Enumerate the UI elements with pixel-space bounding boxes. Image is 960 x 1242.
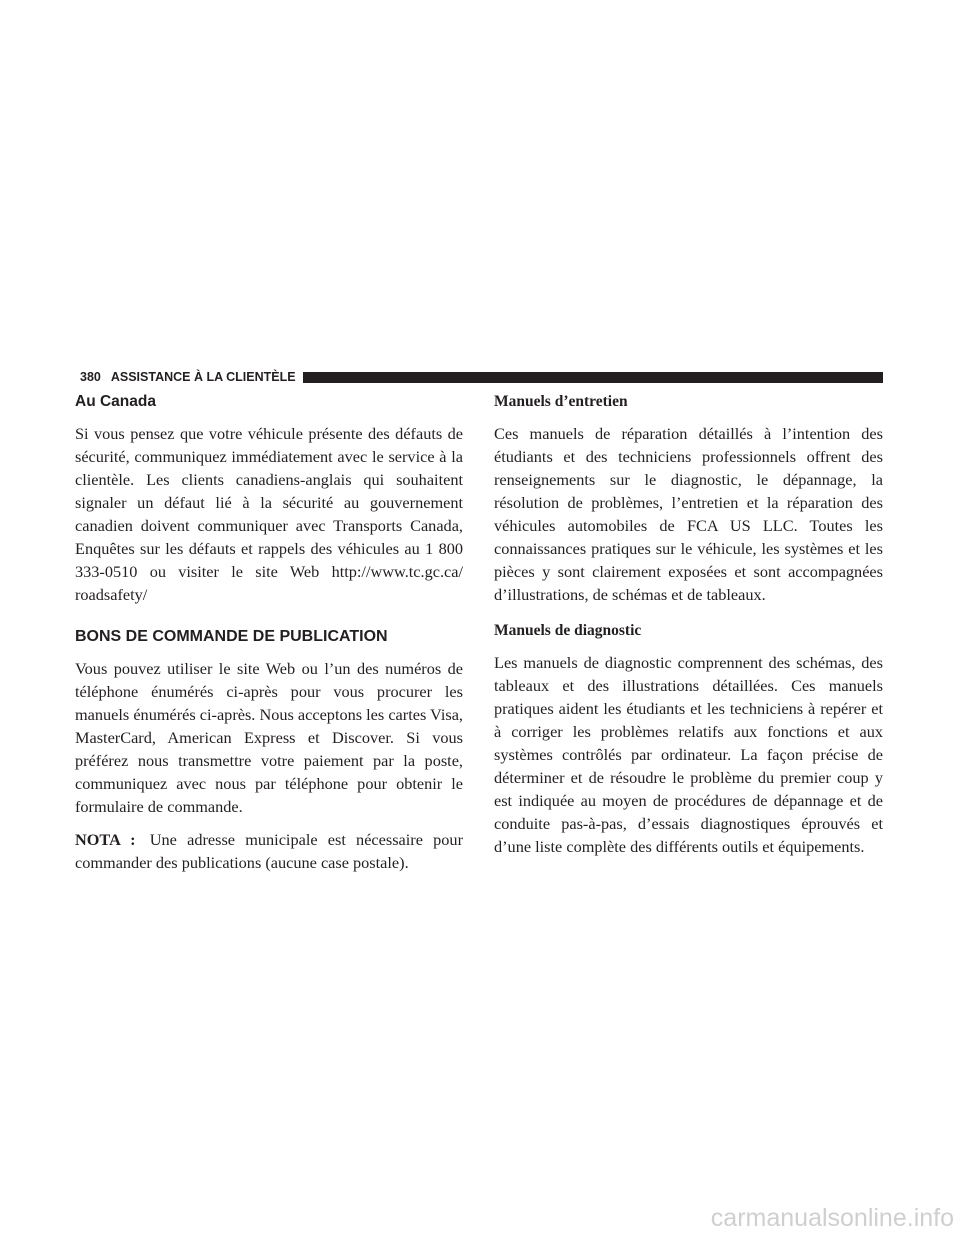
page-header [80, 369, 883, 385]
left-column [75, 391, 463, 884]
watermark-link[interactable]: carmanualsonline.info [710, 1204, 954, 1232]
manuels-entretien-paragraph: Ces manuels de réparation détaillés à l’intention des étudiants et des techniciens professionnels offrent des renseignements sur le diagnostic, le dépannage, la résolution de problèmes, l’entretien et la réparation des véhicules automobiles de FCA US LLC. Toutes les connaissances pratiques sur le véhicule, les systèmes et les pièces y sont clairement exposées et sont accompagnées d’illustrations, de schémas et de tableaux. [494, 424, 883, 604]
au-canada-paragraph: Si vous pensez que votre véhicule présente des défauts de sécurité, communiquez immédiatement avec le service à la clientèle. Les clients canadiens-anglais qui souhaitent signaler un défaut lié à la sécurité au gouvernement canadien doivent communiquer avec Transports Canada, Enquêtes sur les défauts et rappels des véhicules au 1 800 333-0510 ou visiter le site Web http://www.tc.gc.ca/ roadsafety/ [75, 424, 463, 604]
bons-de-commande-paragraph: Vous pouvez utiliser le site Web ou l’un des numéros de téléphone énumérés ci-après pour vous procurer les manuels énumérés ci-après. Nous acceptons les cartes Visa, MasterCard, American Express et Discover. Si vous préférez nous transmettre votre paiement par la poste, communiquez avec nous par téléphone pour obtenir le formulaire de commande. [75, 659, 463, 816]
manuels-entretien-heading: Manuels d’entretien [494, 393, 628, 410]
nota-text: Une adresse municipale est nécessaire pour commander des publications (aucune case postale). [75, 830, 463, 872]
nota-paragraph [75, 828, 463, 874]
manuels-diagnostic-paragraph: Les manuels de diagnostic comprennent des schémas, des tableaux et des illustrations détaillées. Ces manuels pratiques aident les étudiants et les techniciens à repérer et à corriger les problèmes relatifs aux fonctions et aux systèmes contrôlés par ordinateur. La façon précise de déterminer et de résoudre le problème du premier coup y est indiquée au moyen de procédures de dépannage et de conduite pas-à-pas, d’essais diagnostiques éprouvés et d’une liste complète des différents outils et équipements. [494, 653, 883, 856]
right-column [494, 391, 883, 868]
nota-label: NOTA : [75, 830, 136, 849]
manuels-diagnostic-heading: Manuels de diagnostic [494, 622, 642, 639]
header-rule [303, 372, 883, 383]
section-title: ASSISTANCE À LA CLIENTÈLE [110, 370, 296, 384]
page-number: 380 [80, 370, 101, 384]
au-canada-heading: Au Canada [75, 393, 156, 410]
bons-de-commande-heading: BONS DE COMMANDE DE PUBLICATION [75, 628, 388, 645]
